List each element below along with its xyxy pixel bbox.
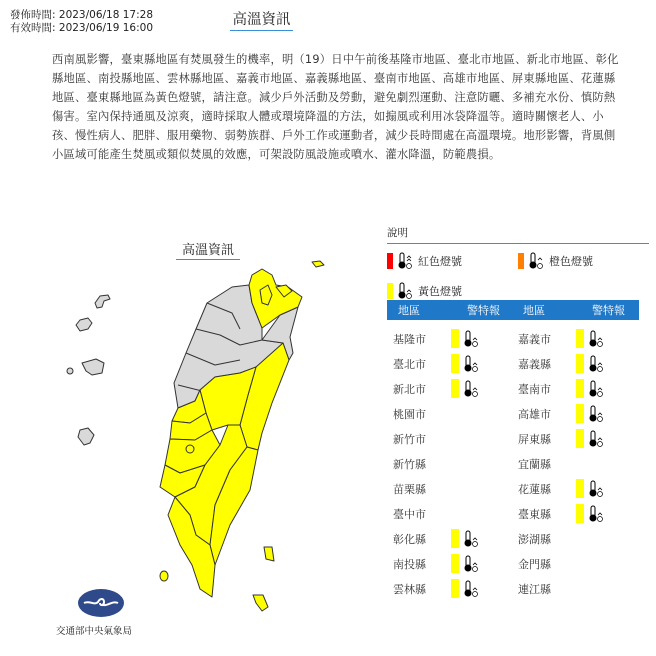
region-penghu-b	[67, 368, 73, 374]
warning-cell	[576, 429, 605, 449]
region-name: 新竹縣	[393, 457, 426, 471]
yellow-level-bar	[576, 404, 584, 423]
yellow-level-bar	[576, 329, 584, 348]
yellow-level-bar	[451, 529, 459, 548]
page-title: 高溫資訊	[230, 8, 293, 31]
table-row	[512, 401, 639, 426]
table-row	[512, 501, 639, 526]
region-name: 連江縣	[518, 582, 551, 596]
yellow-level-bar	[451, 354, 459, 373]
yellow-level-bar	[451, 329, 459, 348]
valid-time-line: 有效時間: 2023/06/19 16:00	[10, 22, 154, 34]
yellow-level-bar	[576, 479, 584, 498]
warning-cell	[576, 404, 605, 424]
region-name: 雲林縣	[393, 582, 426, 596]
yellow-level-bar	[451, 579, 459, 598]
thermometer-icon	[587, 430, 605, 448]
table-header: 地區 警特報	[512, 300, 639, 320]
region-name: 基隆市	[393, 332, 426, 346]
region-table-left	[387, 300, 514, 601]
warning-cell	[451, 529, 480, 549]
cwb-logo-label: 交通部中央氣象局	[56, 626, 133, 637]
region-name: 新北市	[393, 382, 426, 396]
table-row	[387, 501, 514, 526]
thermometer-orange-icon	[527, 252, 545, 270]
region-name: 宜蘭縣	[518, 457, 551, 471]
warning-cell	[451, 379, 480, 399]
region-name: 金門縣	[518, 557, 551, 571]
table-row	[387, 476, 514, 501]
region-table-right	[512, 300, 639, 601]
warning-cell	[576, 379, 605, 399]
table-header: 地區 警特報	[387, 300, 514, 320]
region-name: 澎湖縣	[518, 532, 551, 546]
warning-cell	[576, 354, 605, 374]
region-penghu-c	[78, 428, 94, 445]
table-row	[512, 551, 639, 576]
region-kinmen	[76, 318, 92, 331]
table-row	[387, 451, 514, 476]
thermometer-red-icon	[396, 252, 414, 270]
thermometer-icon	[462, 555, 480, 573]
table-row	[387, 376, 514, 401]
table-row	[512, 426, 639, 451]
thermometer-icon	[587, 380, 605, 398]
orange-swatch	[518, 253, 524, 269]
taiwan-map	[0, 225, 370, 656]
warning-cell	[451, 554, 480, 574]
region-name: 新竹市	[393, 432, 426, 446]
region-name: 臺東縣	[518, 507, 551, 521]
thermometer-icon	[462, 530, 480, 548]
table-row	[387, 326, 514, 351]
legend-item-red: 紅色燈號	[387, 252, 518, 270]
region-name: 臺南市	[518, 382, 551, 396]
table-row	[512, 326, 639, 351]
table-row	[387, 426, 514, 451]
warning-cell	[451, 579, 480, 599]
region-name: 臺北市	[393, 357, 426, 371]
thermometer-yellow-icon	[396, 282, 414, 300]
table-row	[387, 401, 514, 426]
map-title: 高溫資訊	[176, 239, 240, 260]
table-row	[387, 551, 514, 576]
region-name: 花蓮縣	[518, 482, 551, 496]
issued-time-line: 發佈時間: 2023/06/18 17:28	[10, 9, 154, 21]
yellow-swatch	[387, 283, 393, 299]
warning-cell	[451, 354, 480, 374]
legend-title: 說明	[387, 225, 649, 244]
yellow-level-bar	[451, 379, 459, 398]
table-row	[387, 576, 514, 601]
thermometer-icon	[462, 330, 480, 348]
thermometer-icon	[462, 380, 480, 398]
region-name: 苗栗縣	[393, 482, 426, 496]
region-name: 彰化縣	[393, 532, 426, 546]
region-name: 桃園市	[393, 407, 426, 421]
table-row	[387, 351, 514, 376]
legend	[387, 225, 649, 304]
region-name: 臺中市	[393, 507, 426, 521]
region-name: 高雄市	[518, 407, 551, 421]
table-row	[512, 351, 639, 376]
table-row	[512, 451, 639, 476]
thermometer-icon	[462, 580, 480, 598]
legend-item-orange: 橙色燈號	[518, 252, 649, 270]
thermometer-icon	[587, 480, 605, 498]
red-swatch	[387, 253, 393, 269]
warning-cell	[576, 504, 605, 524]
region-name: 嘉義市	[518, 332, 551, 346]
thermometer-icon	[587, 505, 605, 523]
cwb-logo-icon	[78, 588, 124, 618]
region-name: 屏東縣	[518, 432, 551, 446]
table-row	[387, 526, 514, 551]
region-lienchiang	[95, 295, 110, 308]
region-orchid-island	[253, 595, 268, 611]
warning-cell	[576, 329, 605, 349]
thermometer-icon	[587, 355, 605, 373]
map-svg	[0, 225, 370, 656]
yellow-level-bar	[576, 504, 584, 523]
table-row	[512, 376, 639, 401]
table-row	[512, 476, 639, 501]
table-row	[512, 576, 639, 601]
description-text: 西南風影響，臺東縣地區有焚風發生的機率，明（19）日中午前後基隆市地區、臺北市地區、新北市地區、彰化縣地區、南投縣地區、雲林縣地區、嘉義市地區、嘉義縣地區、臺南市地區、高雄市地區、屏東縣地區、花蓮縣地區、臺東縣地區為黃色燈號，請注意。減少戶外活動及勞動，避免劇烈運動、注意防曬、多補充水份、慎防熱傷害。室內保持通風及涼爽，適時採取人體或環境降溫的方法，如搧風或利用冰袋降溫等。適時關懷老人、小孩、慢性病人、肥胖、服用藥物、弱勢族群、戶外工作或運動者，減少長時間處在高溫環境。地形影響，背風側小區域可能產生焚風或類似焚風的效應，可架設防風設施或噴水、灌水降溫，防範農損。	[52, 53, 619, 161]
thermometer-icon	[462, 355, 480, 373]
thermometer-icon	[587, 330, 605, 348]
warning-cell	[576, 479, 605, 499]
thermometer-icon	[587, 405, 605, 423]
issue-info	[10, 9, 153, 35]
yellow-level-bar	[451, 554, 459, 573]
region-green-island	[264, 547, 274, 561]
legend-row	[387, 248, 649, 274]
region-chiayi-city	[186, 445, 194, 453]
yellow-level-bar	[576, 429, 584, 448]
yellow-level-bar	[576, 379, 584, 398]
legend-item-yellow: 黃色燈號	[387, 282, 534, 300]
region-name: 嘉義縣	[518, 357, 551, 371]
region-penghu-a	[82, 359, 104, 375]
warning-cell	[451, 329, 480, 349]
table-row	[512, 526, 639, 551]
region-matsu-islet	[312, 261, 324, 267]
region-name: 南投縣	[393, 557, 426, 571]
yellow-level-bar	[576, 354, 584, 373]
region-liuqiu	[160, 571, 168, 581]
